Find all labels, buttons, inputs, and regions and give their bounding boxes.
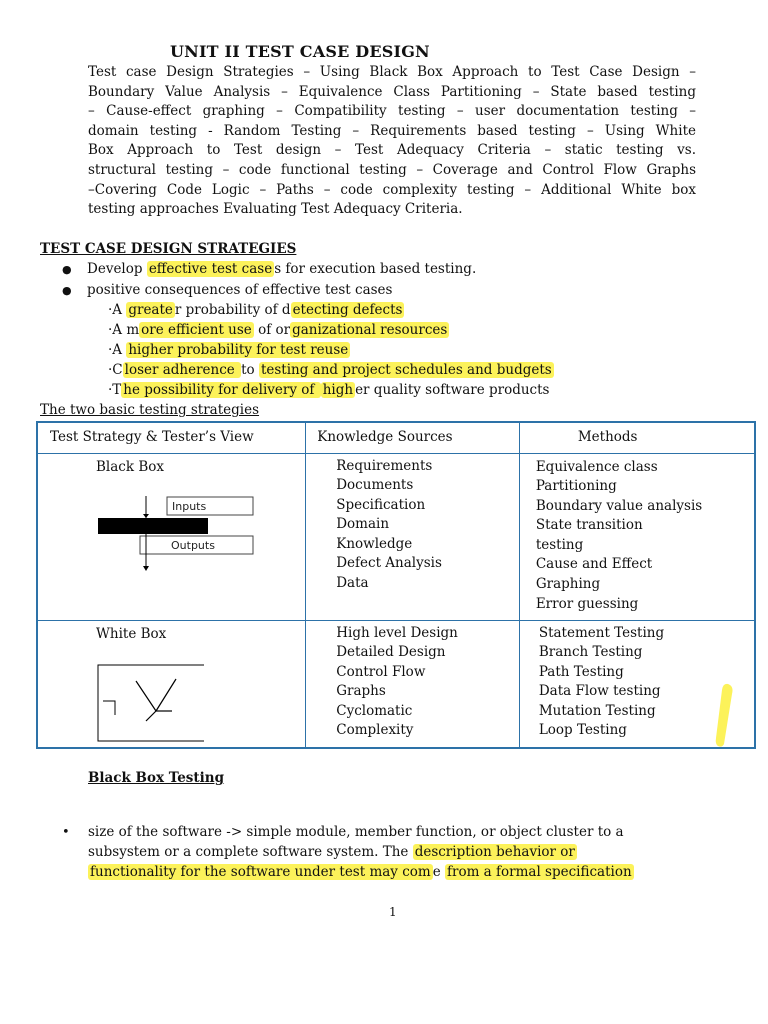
strategies-table: [36, 421, 756, 749]
intro-line: Boundary Value Analysis – Equivalence Class Partitioning – State based testing: [88, 83, 696, 100]
table-header-cell: Knowledge Sources: [306, 422, 520, 453]
list-item: Knowledge: [336, 535, 413, 552]
bullet-text: Develop effective test case s for execution based testing.: [87, 261, 477, 277]
list-item: Boundary value analysis: [535, 497, 703, 514]
two-strategies-caption: The two basic testing strategies: [40, 402, 260, 418]
inputs-label: Inputs: [172, 499, 207, 513]
page-title: UNIT II TEST CASE DESIGN: [170, 42, 430, 61]
outputs-label: Outputs: [171, 538, 215, 552]
list-item: Cause and Effect: [535, 556, 653, 573]
list-item: Graphs: [336, 683, 386, 700]
list-item: Control Flow: [336, 663, 426, 680]
bullet-text-line: size of the software -> simple module, member function, or object cluster to a: [88, 824, 624, 840]
table-cell: [306, 620, 520, 748]
intro-line: –Covering Code Logic – Paths – code complexity testing – Additional White box: [88, 181, 696, 198]
knowledge-sources-list: [306, 454, 519, 594]
list-item: Data Flow testing: [538, 683, 661, 700]
table-row: [37, 453, 755, 620]
intro-line: Test case Design Strategies – Using Black Box Approach to Test Case Design –: [88, 64, 696, 80]
consequence-item: ·T he possibility for delivery of high er quality software products: [108, 382, 550, 398]
table-cell: [519, 453, 755, 620]
list-item: Requirements: [336, 457, 433, 474]
black-box-diagram: [96, 494, 256, 574]
bullet-text-line: subsystem or a complete software system. The description behavior or: [88, 844, 575, 860]
table-cell: [306, 453, 520, 620]
list-item: Mutation Testing: [538, 702, 656, 719]
list-item: Equivalence class: [535, 458, 658, 475]
strategy-label-black-box: Black Box: [96, 458, 164, 475]
bullet-dot-icon: •: [62, 825, 70, 840]
intro-line: domain testing - Random Testing – Requirements based testing – Using White: [88, 122, 696, 139]
consequence-item: ·A m ore efficient use of or ganizational resources: [108, 322, 448, 338]
table-row: [37, 620, 755, 748]
page-number: 1: [389, 905, 397, 919]
bullet-consequences: [62, 281, 393, 301]
consequence-item: ·A higher probability for test reuse: [108, 342, 349, 358]
list-item: Path Testing: [538, 663, 624, 680]
intro-line: Box Approach to Test design – Test Adequacy Criteria – static testing vs.: [88, 142, 696, 159]
table-cell: [37, 620, 306, 748]
table-header-cell: Methods: [519, 422, 755, 453]
list-item: Statement Testing: [538, 624, 665, 641]
white-box-diagram: [96, 663, 206, 743]
list-item: Defect Analysis: [336, 555, 442, 572]
bullet-text: positive consequences of effective test cases: [87, 282, 393, 298]
section-heading-black-box: Black Box Testing: [88, 770, 225, 786]
table-header-row: [37, 422, 755, 453]
bullet-dot-icon: ●: [62, 263, 72, 276]
knowledge-sources-list: [306, 621, 519, 742]
intro-line: testing approaches Evaluating Test Adequacy Criteria.: [88, 201, 463, 218]
list-item: Complexity: [336, 722, 414, 739]
list-item: Partitioning: [535, 478, 617, 495]
consequence-item: ·C loser adherence to testing and project schedules and budgets: [108, 362, 552, 378]
list-item: Documents: [336, 477, 414, 494]
list-item: Error guessing: [535, 595, 639, 612]
list-item: State transition: [535, 517, 643, 534]
table-header-cell: Test Strategy & Tester’s View: [37, 422, 306, 453]
bullet-dot-icon: ●: [62, 284, 72, 297]
list-item: Cyclomatic: [336, 702, 413, 719]
list-item: High level Design: [336, 624, 458, 641]
intro-line: – Cause-effect graphing – Compatibility testing – user documentation testing –: [88, 103, 696, 120]
methods-list: [520, 454, 754, 615]
section-heading-strategies: TEST CASE DESIGN STRATEGIES: [40, 241, 297, 257]
list-item: Branch Testing: [538, 644, 643, 661]
list-item: Graphing: [535, 576, 601, 593]
list-item: Detailed Design: [336, 644, 446, 661]
highlighter-mark: [714, 680, 736, 750]
bullet-develop: [62, 260, 477, 280]
table-cell: [37, 453, 306, 620]
intro-paragraph: [88, 63, 696, 220]
consequence-item: ·A greate r probability of d etecting defects: [108, 302, 403, 318]
intro-line: structural testing – code functional testing – Coverage and Control Flow Graphs: [88, 161, 696, 178]
bullet-size-of-software: [62, 823, 70, 843]
list-item: testing: [535, 536, 584, 553]
list-item: Specification: [336, 496, 426, 513]
strategy-label-white-box: White Box: [96, 625, 167, 642]
list-item: Domain: [336, 516, 390, 533]
bullet-text-line: functionality for the software under test may com e from a formal specification: [90, 864, 632, 880]
list-item: Data: [336, 575, 369, 592]
list-item: Loop Testing: [538, 722, 627, 739]
